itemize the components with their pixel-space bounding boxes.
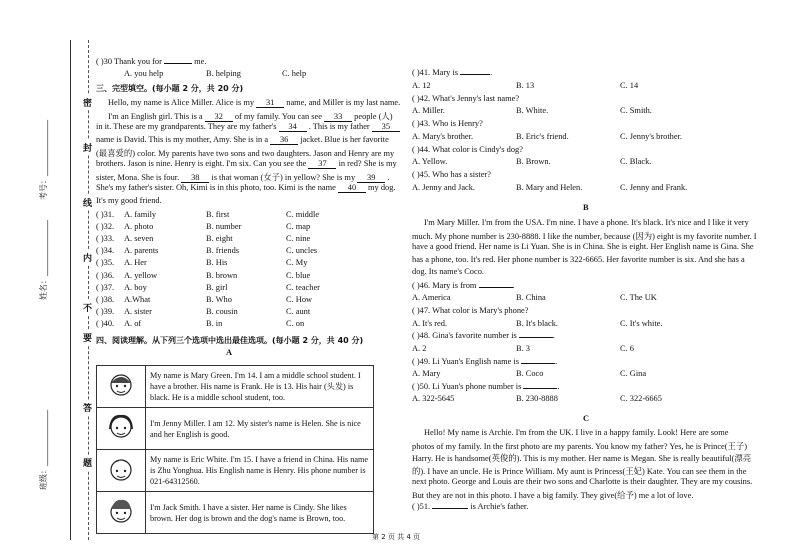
- cloze-line: in it. These are my grandparents. They are my father's 34 . This is my father 35: [96, 122, 400, 132]
- option-c: C. Jenny and Frank.: [620, 182, 688, 192]
- passage-line: Hello! My name is Archie. I'm from the UK. I live in a happy family. Look! Here are some: [424, 428, 729, 437]
- option-b: B. China: [516, 293, 546, 303]
- option-a: A. sister: [124, 306, 152, 316]
- option-a: A. 12: [412, 80, 431, 90]
- cloze-line: She's my father's sister. Oh, Kimi is in this photo, too. Kimi is the name 40 my dog.: [96, 183, 396, 193]
- option-c: C. blue: [286, 270, 311, 280]
- option-b: B. White.: [516, 106, 549, 115]
- option-a: A. Yellow.: [412, 157, 448, 166]
- passage-line: next photo. George and Louis are their two sons and Charlotte is their daughter. They are my cousins.: [412, 476, 753, 486]
- cloze-line: (最喜爱的) color. My parents have two sons and two daughters. Jason and Henry are my: [96, 148, 395, 158]
- option-c: C. 322-6665: [620, 394, 662, 404]
- option-b: B. Coco: [516, 369, 544, 378]
- question-stem: ( )43. Who is Henry?: [412, 119, 483, 128]
- option-c: C. Gina: [620, 369, 647, 378]
- cloze-line: brothers. Jason is nine. Henry is eight. I'm six. Can you see the 37 in red? She is my: [96, 159, 397, 168]
- option-c: C. Jenny's brother.: [620, 131, 682, 141]
- option-b: B. Eric's friend.: [516, 131, 569, 141]
- binding-margin: [0, 0, 92, 546]
- cloze-blank: 39: [357, 173, 385, 183]
- cloze-blank: 33: [324, 112, 352, 122]
- profile-text: My name is Mary Green. I'm 14. I am a middle school student. I have a brother. His name is Frank. He is 13. His hair (头发) is black. He is a middle school student, too.: [146, 366, 374, 408]
- question-stem: ( )42. What's Jenny's last name?: [412, 93, 520, 103]
- profile-text: I'm Jenny Miller. I am 12. My sister's name is Helen. She is nice and her English is good.: [146, 408, 374, 450]
- passage-line: has a phone, too. It's red. Her phone number is 322-6665. Her favorite number is six. And she has a: [412, 254, 745, 264]
- girl-avatar-icon: [101, 369, 141, 401]
- option-a: A. yellow: [124, 270, 158, 280]
- passage-line: I'm Mary Miller. I'm from the USA. I'm nine. I have a phone. It's black. It's nice and I like it very: [424, 218, 749, 227]
- passage-line: Harry. He is handsome(英俊的). This is my mother. Her name is Megan. She is really beautiful(漂亮: [412, 454, 752, 464]
- girl-avatar-icon: [101, 411, 141, 443]
- table-row: [97, 366, 374, 408]
- option-a: A. family: [124, 210, 157, 219]
- cloze-line: name is David. This is my mother, Amy. She is in a 36 jacket. Blue is her favorite: [96, 134, 389, 144]
- option-c: C. teacher: [286, 282, 320, 292]
- option-a: A. Mary's brother.: [412, 131, 474, 141]
- option-a: A. parents: [124, 246, 159, 256]
- cloze-blank: 40: [338, 183, 366, 193]
- option-b: B. eight: [206, 234, 233, 244]
- option-b: B. friends: [206, 246, 240, 256]
- question-number: ( )34.: [96, 246, 115, 256]
- question-stem: ( )48. Gina's favorite number is .: [412, 331, 555, 341]
- q30-option-c: C. help: [282, 69, 307, 78]
- passage-line: But they are not in this photo. I have a big family. They give(给予) me a lot of love.: [412, 491, 694, 500]
- option-a: A. seven: [124, 234, 154, 244]
- table-row: [97, 450, 374, 492]
- option-b: B. in: [206, 318, 223, 328]
- cloze-line: It's my good friend.: [96, 195, 162, 205]
- question-number: ( )31.: [96, 210, 115, 219]
- cloze-blank: 32: [205, 112, 233, 122]
- option-a: A. It's red.: [412, 318, 448, 328]
- seal-char: 题: [83, 455, 92, 470]
- seal-char: 线: [83, 195, 92, 210]
- cloze-blank: 37: [308, 159, 336, 169]
- section-b-label: B: [583, 203, 589, 212]
- profiles-table: [96, 365, 374, 534]
- question-number: ( )37.: [96, 282, 115, 292]
- boy-avatar-icon: [101, 453, 141, 485]
- option-c: C. middle: [286, 210, 320, 219]
- cloze-line: I'm an English girl. This is a 32 of my family. You can see 33 people (人): [108, 112, 393, 122]
- question-stem: ( )44. What color is Cindy's dog?: [412, 144, 523, 154]
- section4-heading: 四、阅读理解。从下列三个选项中选出最佳选项。(每小题 2 分，共 40 分): [96, 336, 364, 345]
- option-a: A. America: [412, 293, 451, 303]
- question-stem: ( )50. Li Yuan's phone number is .: [412, 381, 560, 391]
- option-a: A. 322-5645: [412, 394, 455, 404]
- option-b: B. It's black.: [516, 318, 558, 328]
- q51-stem: ( )51. is Archie's father.: [412, 502, 529, 511]
- option-c: C. How: [286, 294, 313, 304]
- option-b: B. Who: [206, 294, 232, 304]
- question-stem: ( )47. What color is Mary's phone?: [412, 306, 529, 316]
- class-label: 班级：______________: [39, 410, 48, 490]
- option-b: B. cousin: [206, 306, 238, 316]
- option-a: A. Jenny and Jack.: [412, 182, 476, 192]
- option-a: A. boy: [124, 282, 147, 292]
- section-c-label: C: [583, 414, 590, 423]
- passage-line: 的). I have an uncle. He is Prince William. My aunt is Princess(王妃) Kate. You can see them in the: [412, 466, 747, 476]
- option-b: B. girl: [206, 282, 228, 292]
- option-b: B. 13: [516, 80, 535, 90]
- option-c: C. map: [286, 222, 311, 232]
- question-stem: ( )49. Li Yuan's English name is .: [412, 356, 558, 366]
- option-a: A. Her: [124, 258, 147, 268]
- option-b: B. number: [206, 222, 242, 232]
- question-stem: ( )41. Mary is .: [412, 68, 493, 77]
- option-b: B. 230-8888: [516, 394, 558, 404]
- question-number: ( )39.: [96, 306, 115, 316]
- question-number: ( )32.: [96, 222, 115, 232]
- page-footer: 第 2 页 共 4 页: [372, 533, 421, 541]
- option-a: A. Miller.: [412, 106, 445, 115]
- option-c: C. uncles: [286, 246, 318, 256]
- option-b: B. His: [206, 258, 228, 268]
- q30-option-a: A. you help: [124, 69, 164, 78]
- passage-line: dog. Its name's Coco.: [412, 266, 484, 276]
- table-row: [97, 492, 374, 534]
- option-a: A. 2: [412, 343, 427, 353]
- section-a-label: A: [226, 348, 233, 357]
- option-c: C. nine: [286, 234, 311, 244]
- table-row: [97, 408, 374, 450]
- option-b: B. Mary and Helen.: [516, 182, 583, 192]
- cloze-blank: 34: [279, 122, 307, 132]
- exam-number-label: 考号：______________: [39, 120, 48, 200]
- passage-line: have a good friend. Her name is Li Yuan. She is in China. She is eight. Her English name is Gina. She: [412, 242, 754, 252]
- option-b: B. first: [206, 210, 230, 219]
- boy-avatar-icon: [101, 495, 141, 527]
- cloze-blank: 31: [256, 98, 284, 108]
- name-label: 姓名：______________: [39, 220, 48, 300]
- passage-line: much. My phone number is 230-8888. I like the number, because (因为) eight is my favorite number. I: [412, 232, 757, 242]
- profile-text: My name is Eric White. I'm 15. I have a friend in China. His name is Zhu Yonghua. His English name is Henry. His phone number is 021-64312560.: [146, 450, 374, 492]
- question-stem: ( )46. Mary is from .: [412, 281, 515, 290]
- seal-char: 内: [83, 250, 92, 265]
- cloze-line: Hello, my name is Alice Miller. Alice is my 31 name, and Miller is my last name.: [108, 98, 401, 107]
- seal-char: 密: [83, 95, 92, 110]
- option-c: C. aunt: [286, 306, 311, 316]
- section3-heading: 三、完型填空。(每小题 2 分，共 20 分): [96, 84, 244, 93]
- option-b: B. 3: [516, 343, 530, 353]
- option-a: A. Mary: [412, 369, 441, 378]
- q30-stem: ( )30 Thank you for me.: [96, 57, 207, 66]
- binding-line: [70, 40, 71, 540]
- question-number: ( )38.: [96, 294, 115, 304]
- option-c: C. on: [286, 318, 305, 328]
- option-a: A. of: [124, 318, 142, 328]
- seal-char: 不: [83, 300, 92, 315]
- seal-char: 答: [83, 400, 92, 415]
- option-c: C. Smith.: [620, 106, 652, 115]
- cloze-blank: 36: [270, 135, 298, 145]
- cloze-line: sister, Mona. She is four. 38 is that woman (女子) in yellow? She is my 39 .: [96, 173, 390, 183]
- question-stem: ( )45. Who has a sister?: [412, 170, 491, 179]
- option-c: C. 6: [620, 343, 634, 353]
- passage-line: photos of my family. In the first photo are my parents. You know my father? Yes, he is Prince(王子): [412, 442, 748, 452]
- option-b: B. Brown.: [516, 157, 551, 166]
- option-b: B. brown: [206, 270, 238, 280]
- cloze-blank: 38: [181, 173, 209, 183]
- question-number: ( )35.: [96, 258, 115, 268]
- cloze-blank: 35: [372, 122, 400, 132]
- seal-char: 要: [83, 330, 92, 345]
- option-c: C. 14: [620, 80, 639, 90]
- question-number: ( )36.: [96, 270, 115, 280]
- q30-option-b: B. helping: [206, 69, 241, 78]
- option-c: C. The UK: [620, 293, 657, 303]
- profile-text: I'm Jack Smith. I have a sister. Her name is Cindy. She likes brown. Her dog is brown and the dog's name is Brown, too.: [146, 492, 374, 534]
- option-c: C. Black.: [620, 157, 652, 166]
- option-a: A. photo: [124, 222, 154, 232]
- option-a: A.What: [124, 294, 151, 304]
- option-c: C. It's white.: [620, 318, 663, 328]
- option-c: C. My: [286, 258, 308, 268]
- question-number: ( )33.: [96, 234, 115, 244]
- question-number: ( )40.: [96, 318, 115, 328]
- seal-char: 封: [83, 140, 92, 155]
